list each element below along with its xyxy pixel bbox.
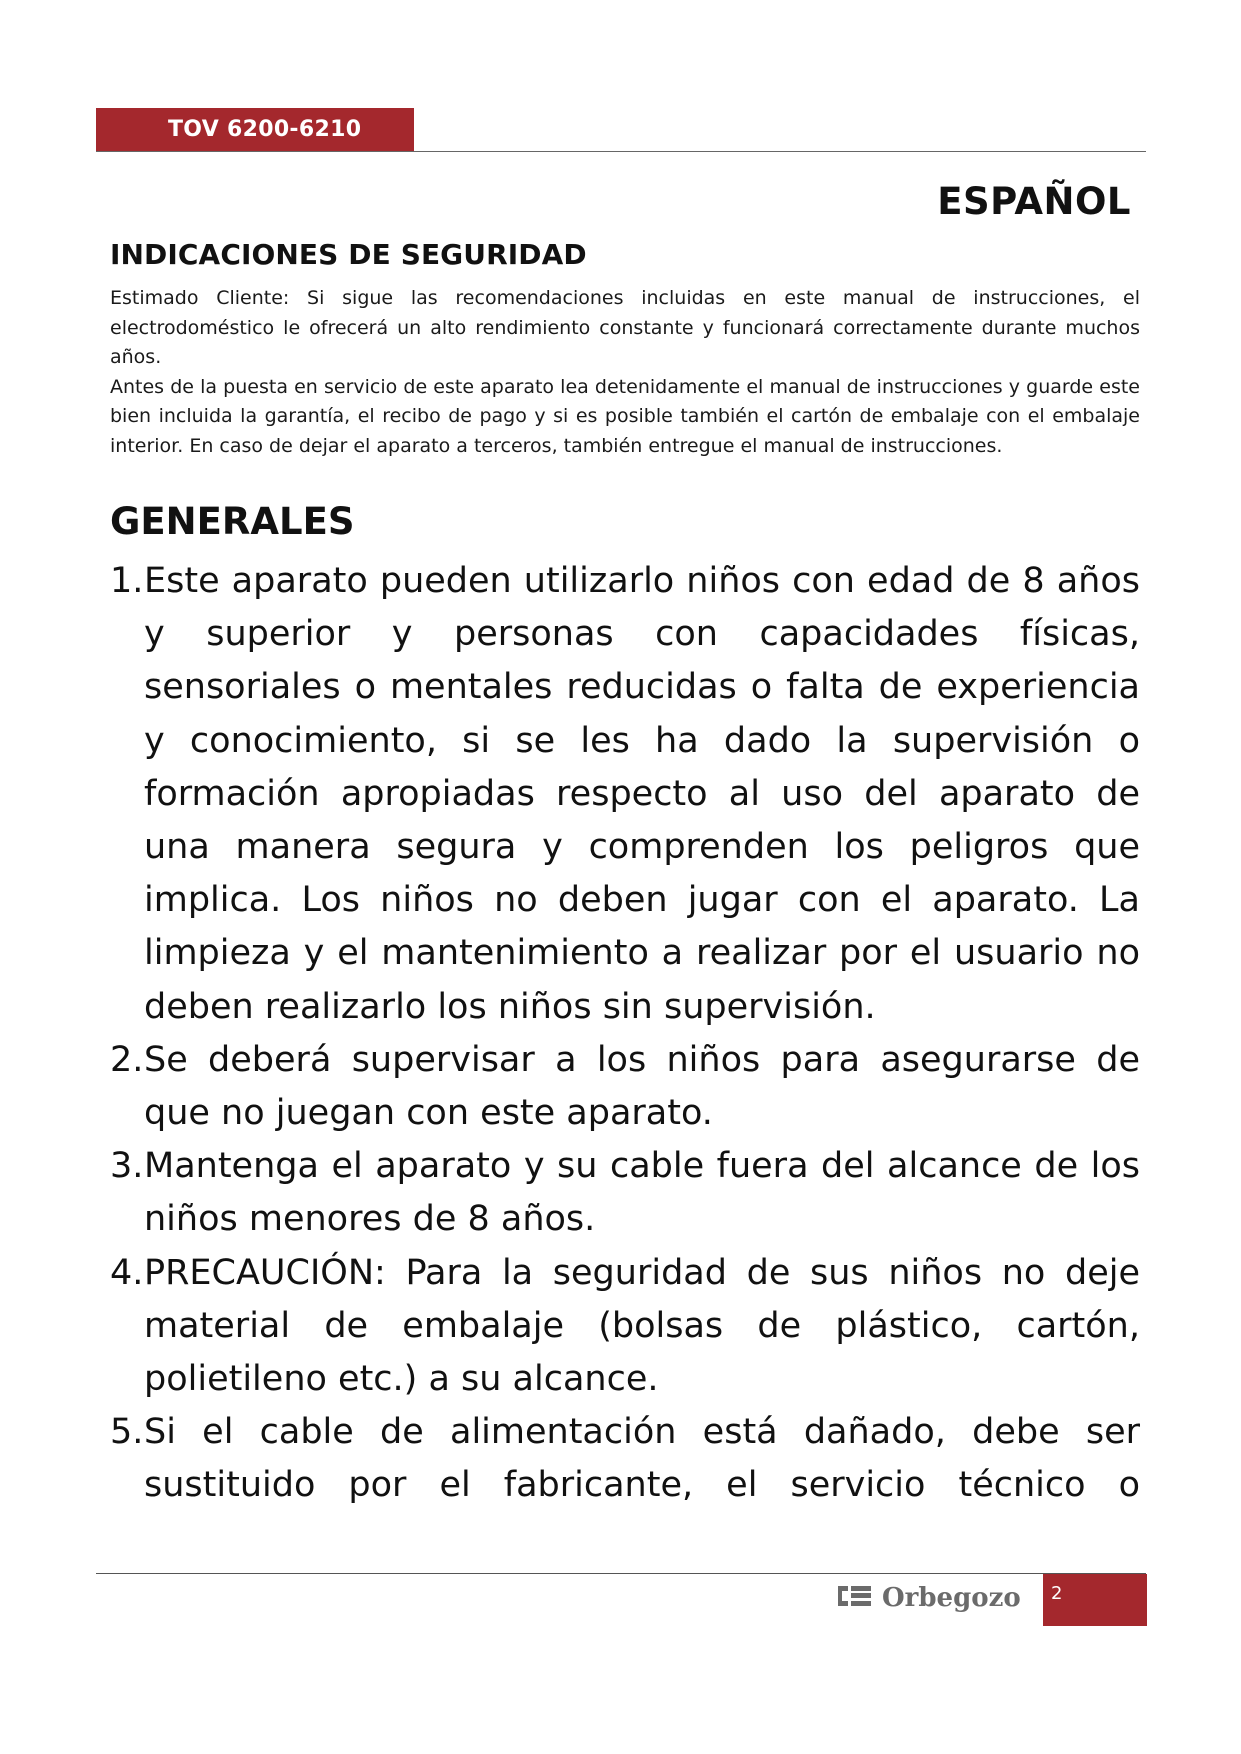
brand-logo xyxy=(838,1576,1038,1616)
footer-divider xyxy=(96,1573,1146,1574)
list-item xyxy=(110,1247,1140,1407)
language-heading: ESPAÑOL xyxy=(937,180,1131,223)
list-item-text: Este aparato pueden utilizarlo niños con edad de 8 años y superior y personas con capacidades físicas, sensoriales o mentales reducidas o falta de experiencia y conocimiento, si se les ha dado la supervisión o formación apropiadas respecto al uso del aparato de una manera segura y comprenden los peligros que implica. Los niños no deben jugar con el aparato. La limpieza y el mantenimiento a realizar por el usuario no deben realizarlo los niños sin supervisión. xyxy=(144,561,1140,1027)
list-item-text: Si el cable de alimentación está dañado, debe ser sustituido por el fabricante, el servicio técnico o xyxy=(144,1412,1140,1506)
list-item-number: 2. xyxy=(110,1039,144,1080)
list-item xyxy=(110,1406,1140,1512)
list-item-text: PRECAUCIÓN: Para la seguridad de sus niños no deje material de embalaje (bolsas de plástico, cartón, polietileno etc.) a su alcance. xyxy=(144,1252,1140,1400)
list-item xyxy=(110,1140,1140,1246)
safety-paragraph: Estimado Cliente: Si sigue las recomendaciones incluidas en este manual de instrucciones, el electrodoméstico le ofrecerá un alto rendimiento constante y funcionará correctamente durante muchos años. xyxy=(110,287,1140,368)
list-item xyxy=(110,555,1140,1034)
list-item-text: Se deberá supervisar a los niños para asegurarse de que no juegan con este aparato. xyxy=(144,1039,1140,1134)
list-item-number: 1. xyxy=(110,561,144,601)
list-item xyxy=(110,1034,1140,1140)
list-item-number: 5. xyxy=(110,1412,144,1453)
orbegozo-logo-icon xyxy=(838,1576,1038,1616)
brand-name: Orbegozo xyxy=(882,1583,1021,1613)
list-item-text: Mantenga el aparato y su cable fuera del alcance de los niños menores de 8 años. xyxy=(144,1146,1140,1240)
list-item-number: 3. xyxy=(110,1146,144,1187)
generales-list xyxy=(110,555,1140,1513)
page-number: 2 xyxy=(1043,1574,1147,1626)
list-item-number: 4. xyxy=(110,1252,144,1293)
safety-intro xyxy=(110,284,1140,461)
generales-title: GENERALES xyxy=(110,500,355,543)
safety-section-title: INDICACIONES DE SEGURIDAD xyxy=(110,238,587,271)
safety-paragraph: Antes de la puesta en servicio de este aparato lea detenidamente el manual de instrucciones y guarde este bien incluida la garantía, el recibo de pago y si es posible también el cartón de embalaje con el embalaje interior. En caso de dejar el aparato a terceros, también entregue el manual de instrucciones. xyxy=(110,375,1140,457)
header-divider xyxy=(96,151,1146,152)
model-label: TOV 6200-6210 xyxy=(96,108,414,152)
